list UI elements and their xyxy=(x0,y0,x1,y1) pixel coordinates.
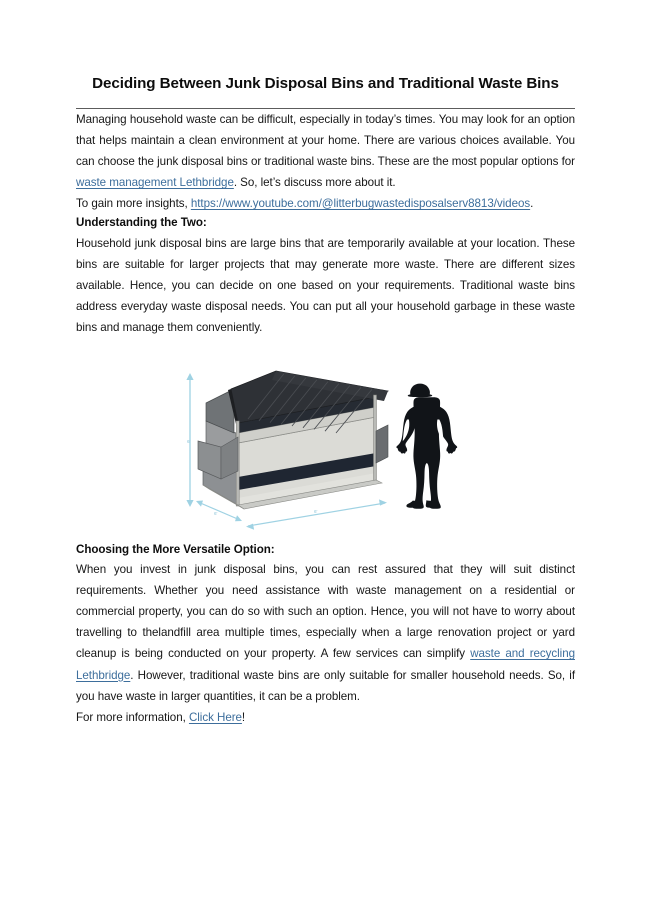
link-youtube-channel[interactable]: https://www.youtube.com/@litterbugwastedisposalserv8813/videos xyxy=(190,197,531,211)
insights-text-before-link: To gain more insights, xyxy=(76,197,191,211)
paragraph-closing xyxy=(76,707,575,728)
closing-text-before-link: For more information, xyxy=(76,710,189,724)
dumpster-body xyxy=(198,371,388,509)
width-dimension-label: 6' xyxy=(313,508,317,514)
link-click-here[interactable]: Click Here xyxy=(188,710,242,724)
page-title xyxy=(76,72,575,96)
versatile-text-after-link: . However, traditional waste bins are only suitable for smaller household needs. So, if you have waste in larger quantities, it can be a problem. xyxy=(76,668,575,703)
closing-text-after-link: ! xyxy=(241,710,246,724)
page-title-text: Deciding Between Junk Disposal Bins and Traditional Waste Bins xyxy=(92,75,559,92)
link-waste-management-lethbridge[interactable]: waste management Lethbridge xyxy=(76,176,234,190)
heading-choosing-versatile-option: Choosing the More Versatile Option: xyxy=(76,542,275,556)
document-content xyxy=(76,72,575,728)
intro-text-before-link: Managing household waste can be difficult, especially in today’s times. You may look for an option that helps maintain a clean environment at your home. There are various choices available. You can choose the junk disposal bins or traditional waste bins. These are the most popular options for xyxy=(76,113,575,169)
dumpster-figure-svg xyxy=(176,359,476,541)
paragraph-intro xyxy=(76,109,575,193)
versatile-text-before-link: When you invest in junk disposal bins, you can rest assured that they will suit distinct requirements. Whether you need assistance with waste management on a residential or commercial property, you can do so with such an option. Hence, you will not have to worry about travelling to thelandfill area multiple times, especially when a large renovation project or yard cleanup is being conducted on your property. A few services can simplify xyxy=(76,563,575,661)
depth-dimension-label: 6' xyxy=(213,510,217,516)
intro-text-after-link: . So, let’s discuss more about it. xyxy=(233,176,396,190)
dumpster-size-comparison-illustration xyxy=(76,359,575,541)
insights-text-after-link: . xyxy=(530,197,534,211)
paragraph-understanding: Household junk disposal bins are large bins that are temporarily available at your location. These bins are suitable for larger projects that may generate more waste. There are different sizes available. Hence, you can decide on one based on your requirements. Traditional waste bins address everyday waste disposal needs. You can put all your household garbage in these waste bins and manage them conveniently. xyxy=(76,237,575,335)
paragraph-insights xyxy=(76,193,575,214)
paragraph-versatile xyxy=(76,559,575,707)
heading-understanding-the-two: Understanding the Two: xyxy=(76,216,207,230)
worker-silhouette xyxy=(396,383,457,508)
link-waste-and-recycling-lethbridge[interactable]: waste and recycling Lethbridge xyxy=(76,647,575,682)
height-dimension-label: 6' xyxy=(186,438,190,444)
